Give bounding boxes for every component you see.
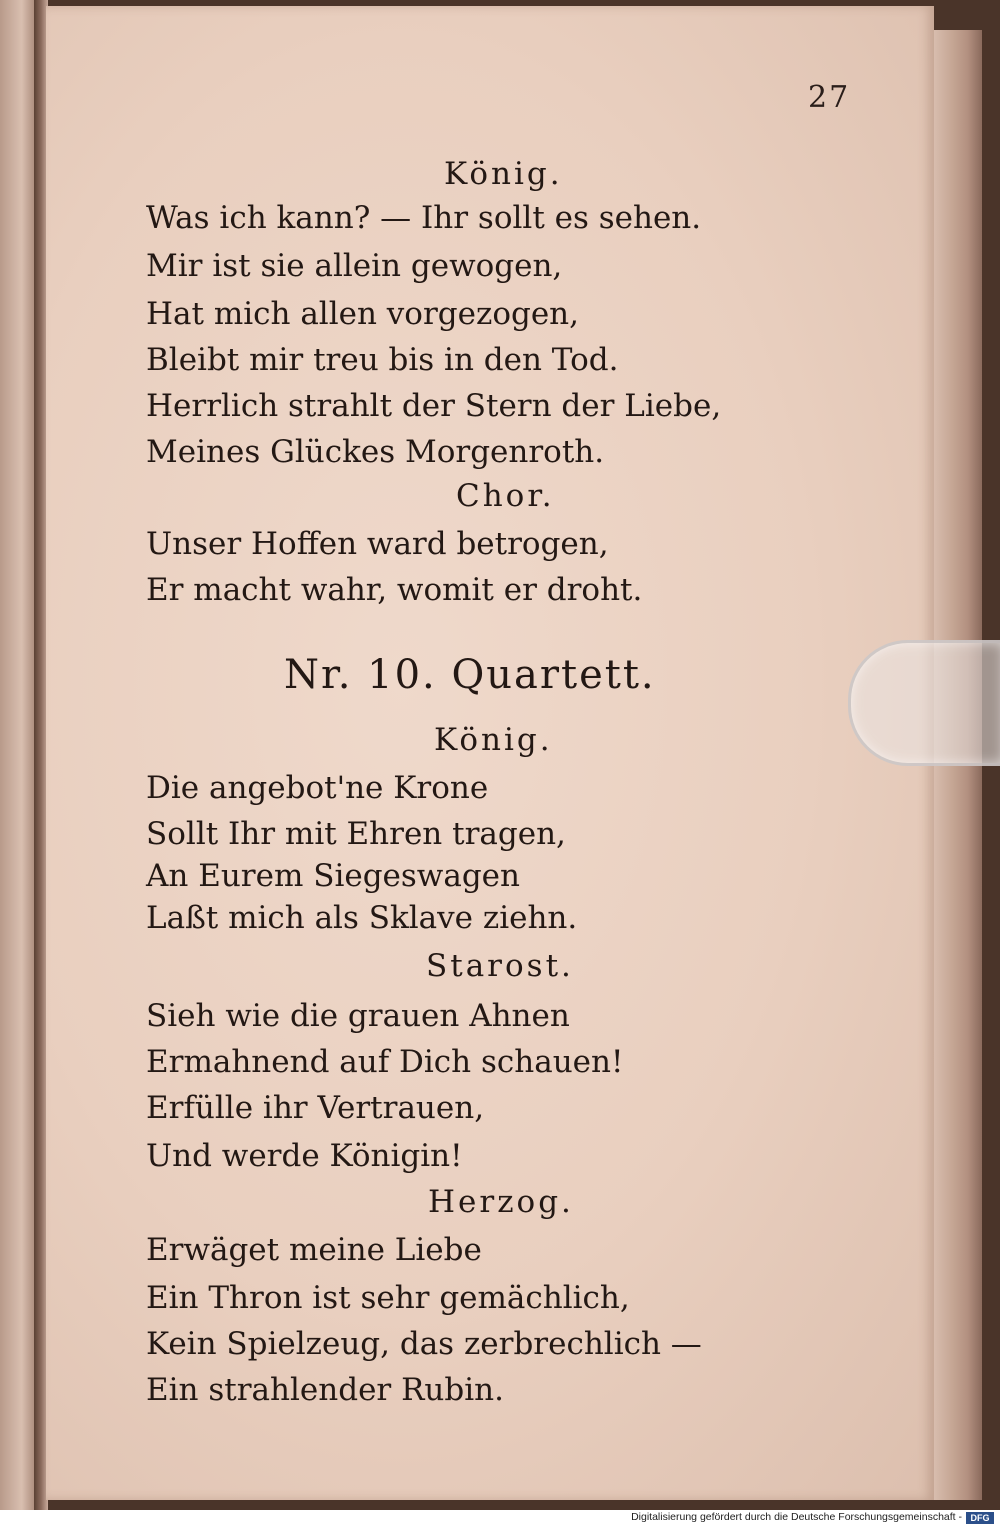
page-clip — [848, 640, 1000, 766]
left-page-edge — [0, 0, 36, 1510]
verse-line: Erfülle ihr Vertrauen, — [146, 1090, 485, 1126]
speaker-label: Herzog. — [428, 1184, 574, 1220]
funding-credit: Digitalisierung gefördert durch die Deutsche Forschungsgemeinschaft - — [631, 1511, 962, 1523]
verse-line: Kein Spielzeug, das zerbrechlich — — [146, 1326, 702, 1362]
verse-line: Was ich kann? — Ihr sollt es sehen. — [146, 200, 702, 236]
speaker-label: Starost. — [426, 948, 574, 984]
verse-line: Mir ist sie allein gewogen, — [146, 248, 563, 284]
verse-line: Unser Hoffen ward betrogen, — [146, 526, 609, 562]
verse-line: Erwäget meine Liebe — [146, 1232, 482, 1268]
verse-line: Meines Glückes Morgenroth. — [146, 434, 605, 470]
verse-line: Sollt Ihr mit Ehren tragen, — [146, 816, 566, 852]
page-number: 27 — [808, 80, 851, 115]
verse-line: Ermahnend auf Dich schauen! — [146, 1044, 624, 1080]
speaker-label: Chor. — [456, 478, 555, 514]
verse-line: An Eurem Siegeswagen — [146, 858, 520, 894]
footer-bar — [0, 1510, 1000, 1527]
dfg-logo-icon: DFG — [966, 1512, 994, 1524]
speaker-label: König. — [434, 722, 553, 758]
verse-line: Herrlich strahlt der Stern der Liebe, — [146, 388, 722, 424]
verse-line: Und werde Königin! — [146, 1138, 463, 1174]
verse-line: Ein strahlender Rubin. — [146, 1372, 504, 1408]
section-heading: Nr. 10. Quartett. — [284, 652, 656, 698]
verse-line: Sieh wie die grauen Ahnen — [146, 998, 570, 1034]
verse-line: Er macht wahr, womit er droht. — [146, 572, 643, 608]
verse-line: Bleibt mir treu bis in den Tod. — [146, 342, 619, 378]
verse-line: Ein Thron ist sehr gemächlich, — [146, 1280, 630, 1316]
verse-line: Hat mich allen vorgezogen, — [146, 296, 579, 332]
verse-line: Laßt mich als Sklave ziehn. — [146, 900, 578, 936]
speaker-label: König. — [444, 156, 563, 192]
verse-line: Die angebot'ne Krone — [146, 770, 489, 806]
